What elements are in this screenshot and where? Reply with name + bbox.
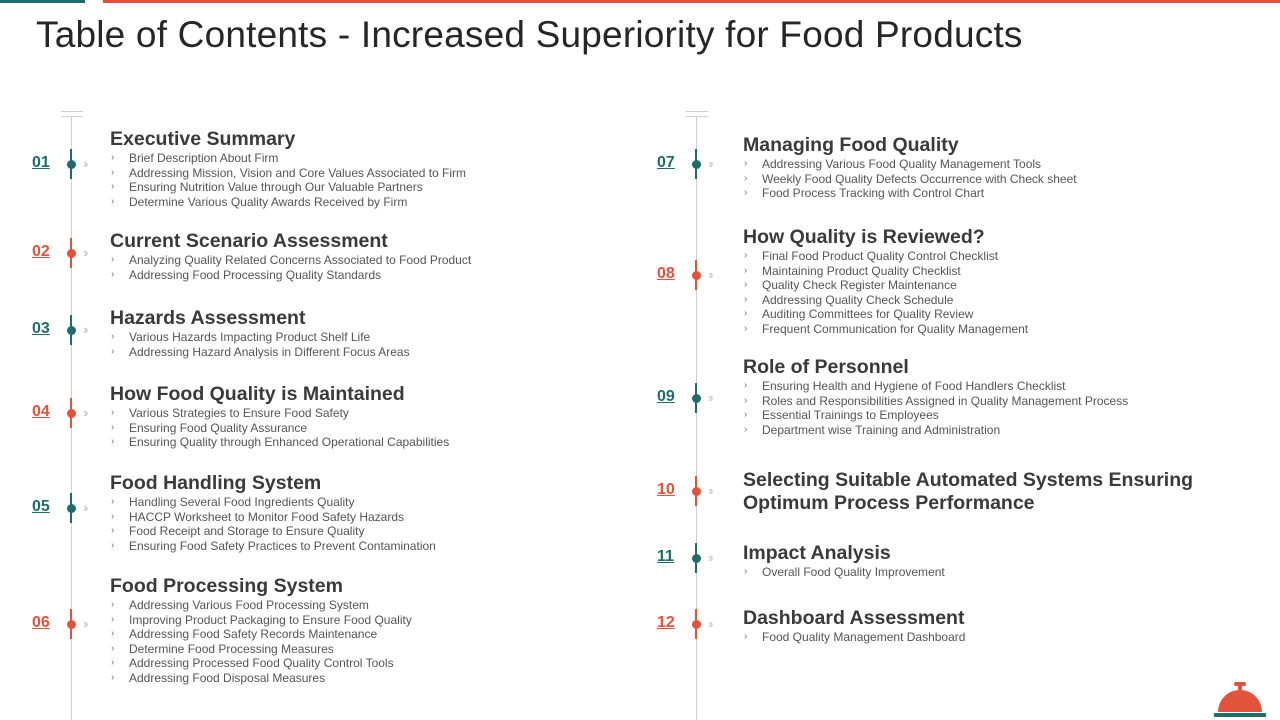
- bullet-chevron-icon: ›: [111, 421, 115, 433]
- subtopic-item[interactable]: [110, 268, 550, 283]
- toc-section: [110, 230, 550, 282]
- subtopic-label: Addressing Processed Food Quality Control Tools: [129, 656, 394, 670]
- subtopic-list: [110, 253, 550, 282]
- subtopic-label: Analyzing Quality Related Concerns Associated to Food Product: [129, 253, 472, 267]
- double-chevron-icon: ››: [708, 550, 711, 565]
- subtopic-label: Addressing Quality Check Schedule: [762, 292, 954, 307]
- timeline-dot-icon: [692, 554, 701, 563]
- bullet-chevron-icon: ›: [744, 322, 748, 334]
- double-chevron-icon: ››: [83, 500, 86, 515]
- subtopic-list: [110, 598, 550, 685]
- subtopic-label: Addressing Various Food Quality Management Tools: [762, 157, 1042, 171]
- subtopic-list: [110, 330, 550, 359]
- double-chevron-icon: ››: [708, 267, 711, 282]
- timeline-dot-icon: [692, 487, 701, 496]
- subtopic-item[interactable]: [743, 264, 1213, 279]
- section-title[interactable]: Food Processing System: [110, 575, 343, 597]
- timeline-dot-icon: [692, 160, 701, 169]
- section-title[interactable]: Impact Analysis: [743, 542, 891, 564]
- bullet-chevron-icon: ›: [111, 642, 115, 654]
- section-number[interactable]: 06: [32, 614, 50, 631]
- bullet-chevron-icon: ›: [111, 671, 115, 683]
- section-title[interactable]: Executive Summary: [110, 128, 296, 150]
- subtopic-label: Determine Various Quality Awards Received by Firm: [129, 194, 408, 209]
- bullet-chevron-icon: ›: [111, 166, 115, 178]
- bullet-chevron-icon: ›: [744, 279, 748, 290]
- subtopic-label: Department wise Training and Administration: [762, 422, 1001, 437]
- toc-section: [110, 128, 550, 209]
- bullet-chevron-icon: ›: [111, 657, 115, 668]
- subtopic-item[interactable]: [743, 408, 1213, 423]
- bullet-chevron-icon: ›: [744, 293, 748, 305]
- bullet-chevron-icon: ›: [744, 187, 748, 198]
- section-title[interactable]: Role of Personnel: [743, 356, 909, 378]
- bullet-chevron-icon: ›: [111, 436, 115, 447]
- bullet-chevron-icon: ›: [111, 599, 115, 610]
- subtopic-list: [743, 379, 1213, 437]
- subtopic-label: Determine Food Processing Measures: [129, 641, 334, 656]
- bullet-chevron-icon: ›: [111, 628, 115, 639]
- subtopic-item[interactable]: [743, 423, 1213, 438]
- subtopic-item[interactable]: [743, 249, 1213, 264]
- section-number[interactable]: 10: [657, 481, 675, 498]
- subtopic-item[interactable]: [110, 421, 550, 436]
- subtopic-label: Roles and Responsibilities Assigned in Quality Management Process: [762, 393, 1129, 408]
- bullet-chevron-icon: ›: [744, 423, 748, 435]
- section-number[interactable]: 04: [32, 403, 50, 420]
- subtopic-item[interactable]: [110, 330, 550, 345]
- subtopic-list: [743, 630, 1213, 645]
- subtopic-item[interactable]: [110, 524, 550, 539]
- subtopic-label: Final Food Product Quality Control Checklist: [762, 249, 999, 263]
- subtopic-item[interactable]: [110, 671, 550, 686]
- subtopic-list: [743, 565, 1213, 580]
- subtopic-item[interactable]: [110, 195, 550, 210]
- timeline-dot-icon: [67, 620, 76, 629]
- subtopic-item[interactable]: [743, 307, 1213, 322]
- section-number[interactable]: 02: [32, 243, 50, 260]
- subtopic-item[interactable]: [110, 642, 550, 657]
- section-number[interactable]: 05: [32, 498, 50, 515]
- section-title[interactable]: How Quality is Reviewed?: [743, 226, 985, 248]
- double-chevron-icon: ››: [83, 405, 86, 420]
- subtopic-label: Various Hazards Impacting Product Shelf Life: [129, 330, 371, 344]
- subtopic-item[interactable]: [110, 253, 550, 268]
- top-accent-bar-red: [103, 0, 1280, 3]
- bullet-chevron-icon: ›: [111, 613, 115, 625]
- subtopic-item[interactable]: [110, 627, 550, 642]
- subtopic-label: Ensuring Nutrition Value through Our Valuable Partners: [129, 180, 423, 194]
- subtopic-label: Ensuring Health and Hygiene of Food Handlers Checklist: [762, 379, 1066, 393]
- timeline-dot-icon: [67, 249, 76, 258]
- toc-section: [110, 575, 550, 685]
- subtopic-item[interactable]: [110, 180, 550, 195]
- toc-section: [743, 134, 1213, 201]
- section-title[interactable]: Dashboard Assessment: [743, 607, 965, 629]
- bullet-chevron-icon: ›: [111, 407, 115, 418]
- subtopic-label: Frequent Communication for Quality Management: [762, 321, 1029, 336]
- section-number[interactable]: 01: [32, 154, 50, 171]
- toc-section: [743, 226, 1213, 336]
- subtopic-label: Addressing Various Food Processing System: [129, 598, 369, 612]
- section-title[interactable]: How Food Quality is Maintained: [110, 383, 405, 405]
- subtopic-label: HACCP Worksheet to Monitor Food Safety Hazards: [129, 509, 405, 524]
- subtopic-item[interactable]: [743, 565, 1213, 580]
- subtopic-item[interactable]: [743, 379, 1213, 394]
- toc-section: [743, 356, 1213, 437]
- subtopic-item[interactable]: [110, 510, 550, 525]
- timeline-cap-right: [686, 111, 708, 112]
- subtopic-list: [110, 495, 550, 553]
- page-title: Table of Contents - Increased Superiority for Food Products: [36, 14, 1023, 55]
- subtopic-label: Ensuring Food Safety Practices to Prevent Contamination: [129, 538, 436, 553]
- bullet-chevron-icon: ›: [744, 409, 748, 420]
- toc-section: [110, 472, 550, 553]
- subtopic-label: Essential Trainings to Employees: [762, 408, 939, 422]
- subtopic-item[interactable]: [743, 293, 1213, 308]
- subtopic-label: Auditing Committees for Quality Review: [762, 307, 974, 321]
- bullet-chevron-icon: ›: [744, 250, 748, 261]
- double-chevron-icon: ››: [708, 390, 711, 405]
- double-chevron-icon: ››: [708, 156, 711, 171]
- subtopic-label: Various Strategies to Ensure Food Safety: [129, 406, 349, 420]
- timeline-dot-icon: [692, 271, 701, 280]
- section-number[interactable]: 08: [657, 265, 675, 282]
- bullet-chevron-icon: ›: [744, 380, 748, 391]
- subtopic-label: Addressing Food Disposal Measures: [129, 670, 326, 685]
- subtopic-item[interactable]: [743, 394, 1213, 409]
- section-number[interactable]: 09: [657, 388, 675, 405]
- service-bell-icon: [1212, 680, 1268, 720]
- double-chevron-icon: ››: [708, 483, 711, 498]
- subtopic-list: [110, 406, 550, 450]
- toc-section: [110, 383, 550, 450]
- section-title[interactable]: Food Handling System: [110, 472, 322, 494]
- double-chevron-icon: ››: [83, 245, 86, 260]
- subtopic-item[interactable]: [743, 186, 1213, 201]
- bullet-chevron-icon: ›: [111, 152, 115, 163]
- timeline-dot-icon: [692, 620, 701, 629]
- double-chevron-icon: ››: [708, 616, 711, 631]
- bullet-chevron-icon: ›: [111, 254, 115, 265]
- timeline-dot-icon: [67, 160, 76, 169]
- bullet-chevron-icon: ›: [744, 158, 748, 169]
- timeline-dot-icon: [67, 326, 76, 335]
- bullet-chevron-icon: ›: [111, 345, 115, 357]
- subtopic-list: [743, 249, 1213, 336]
- section-title[interactable]: Current Scenario Assessment: [110, 230, 388, 252]
- section-number[interactable]: 03: [32, 320, 50, 337]
- subtopic-item[interactable]: [110, 495, 550, 510]
- subtopic-label: Addressing Hazard Analysis in Different Focus Areas: [129, 344, 410, 359]
- subtopic-label: Quality Check Register Maintenance: [762, 278, 957, 292]
- subtopic-label: Brief Description About Firm: [129, 151, 279, 165]
- bullet-chevron-icon: ›: [111, 268, 115, 280]
- timeline-cap-right-2: [686, 116, 708, 117]
- subtopic-item[interactable]: [110, 539, 550, 554]
- bullet-chevron-icon: ›: [111, 496, 115, 507]
- subtopic-list: [110, 151, 550, 209]
- subtopic-item[interactable]: [743, 172, 1213, 187]
- bullet-chevron-icon: ›: [111, 195, 115, 207]
- subtopic-label: Food Process Tracking with Control Chart: [762, 186, 985, 200]
- subtopic-label: Food Receipt and Storage to Ensure Quality: [129, 524, 365, 538]
- subtopic-label: Ensuring Quality through Enhanced Operational Capabilities: [129, 435, 450, 449]
- subtopic-item[interactable]: [110, 435, 550, 450]
- double-chevron-icon: ››: [83, 322, 86, 337]
- section-number[interactable]: 07: [657, 154, 675, 171]
- timeline-dot-icon: [67, 409, 76, 418]
- double-chevron-icon: ››: [83, 616, 86, 631]
- bullet-chevron-icon: ›: [111, 510, 115, 522]
- subtopic-item[interactable]: [743, 630, 1213, 645]
- bullet-chevron-icon: ›: [744, 631, 748, 642]
- section-title[interactable]: Managing Food Quality: [743, 134, 959, 156]
- section-number[interactable]: 11: [657, 548, 674, 565]
- subtopic-label: Addressing Food Safety Records Maintenance: [129, 627, 378, 641]
- subtopic-label: Improving Product Packaging to Ensure Food Quality: [129, 612, 412, 627]
- bullet-chevron-icon: ›: [111, 539, 115, 551]
- bullet-chevron-icon: ›: [111, 525, 115, 536]
- toc-section: [743, 469, 1213, 515]
- subtopic-label: Addressing Food Processing Quality Standards: [129, 267, 382, 282]
- toc-section: [110, 307, 550, 359]
- bullet-chevron-icon: ›: [744, 566, 748, 577]
- section-number[interactable]: 12: [657, 614, 675, 631]
- section-title[interactable]: Selecting Suitable Automated Systems Ensuring Optimum Process Performance: [743, 469, 1194, 514]
- subtopic-item[interactable]: [110, 656, 550, 671]
- timeline-dot-icon: [692, 394, 701, 403]
- toc-section: [743, 542, 1213, 580]
- subtopic-item[interactable]: [110, 151, 550, 166]
- subtopic-label: Addressing Mission, Vision and Core Values Associated to Firm: [129, 165, 467, 180]
- timeline-dot-icon: [67, 504, 76, 513]
- subtopic-list: [743, 157, 1213, 201]
- subtopic-label: Overall Food Quality Improvement: [762, 565, 945, 579]
- subtopic-item[interactable]: [110, 598, 550, 613]
- bullet-chevron-icon: ›: [744, 394, 748, 406]
- subtopic-item[interactable]: [743, 157, 1213, 172]
- timeline-cap-left-2: [61, 116, 83, 117]
- toc-section: [743, 607, 1213, 645]
- timeline-cap-left: [61, 111, 83, 112]
- bullet-chevron-icon: ›: [111, 331, 115, 342]
- subtopic-item[interactable]: [743, 278, 1213, 293]
- bullet-chevron-icon: ›: [744, 172, 748, 184]
- top-accent-bar-teal: [0, 0, 85, 3]
- subtopic-label: Handling Several Food Ingredients Quality: [129, 495, 355, 509]
- subtopic-label: Food Quality Management Dashboard: [762, 630, 966, 644]
- subtopic-item[interactable]: [110, 166, 550, 181]
- double-chevron-icon: ››: [83, 156, 86, 171]
- subtopic-item[interactable]: [110, 613, 550, 628]
- subtopic-label: Maintaining Product Quality Checklist: [762, 263, 961, 278]
- subtopic-label: Ensuring Food Quality Assurance: [129, 420, 308, 435]
- subtopic-item[interactable]: [110, 406, 550, 421]
- section-title[interactable]: Hazards Assessment: [110, 307, 306, 329]
- bullet-chevron-icon: ›: [744, 308, 748, 319]
- subtopic-item[interactable]: [110, 345, 550, 360]
- subtopic-label: Weekly Food Quality Defects Occurrence with Check sheet: [762, 171, 1077, 186]
- bullet-chevron-icon: ›: [744, 264, 748, 276]
- subtopic-item[interactable]: [743, 322, 1213, 337]
- bullet-chevron-icon: ›: [111, 181, 115, 192]
